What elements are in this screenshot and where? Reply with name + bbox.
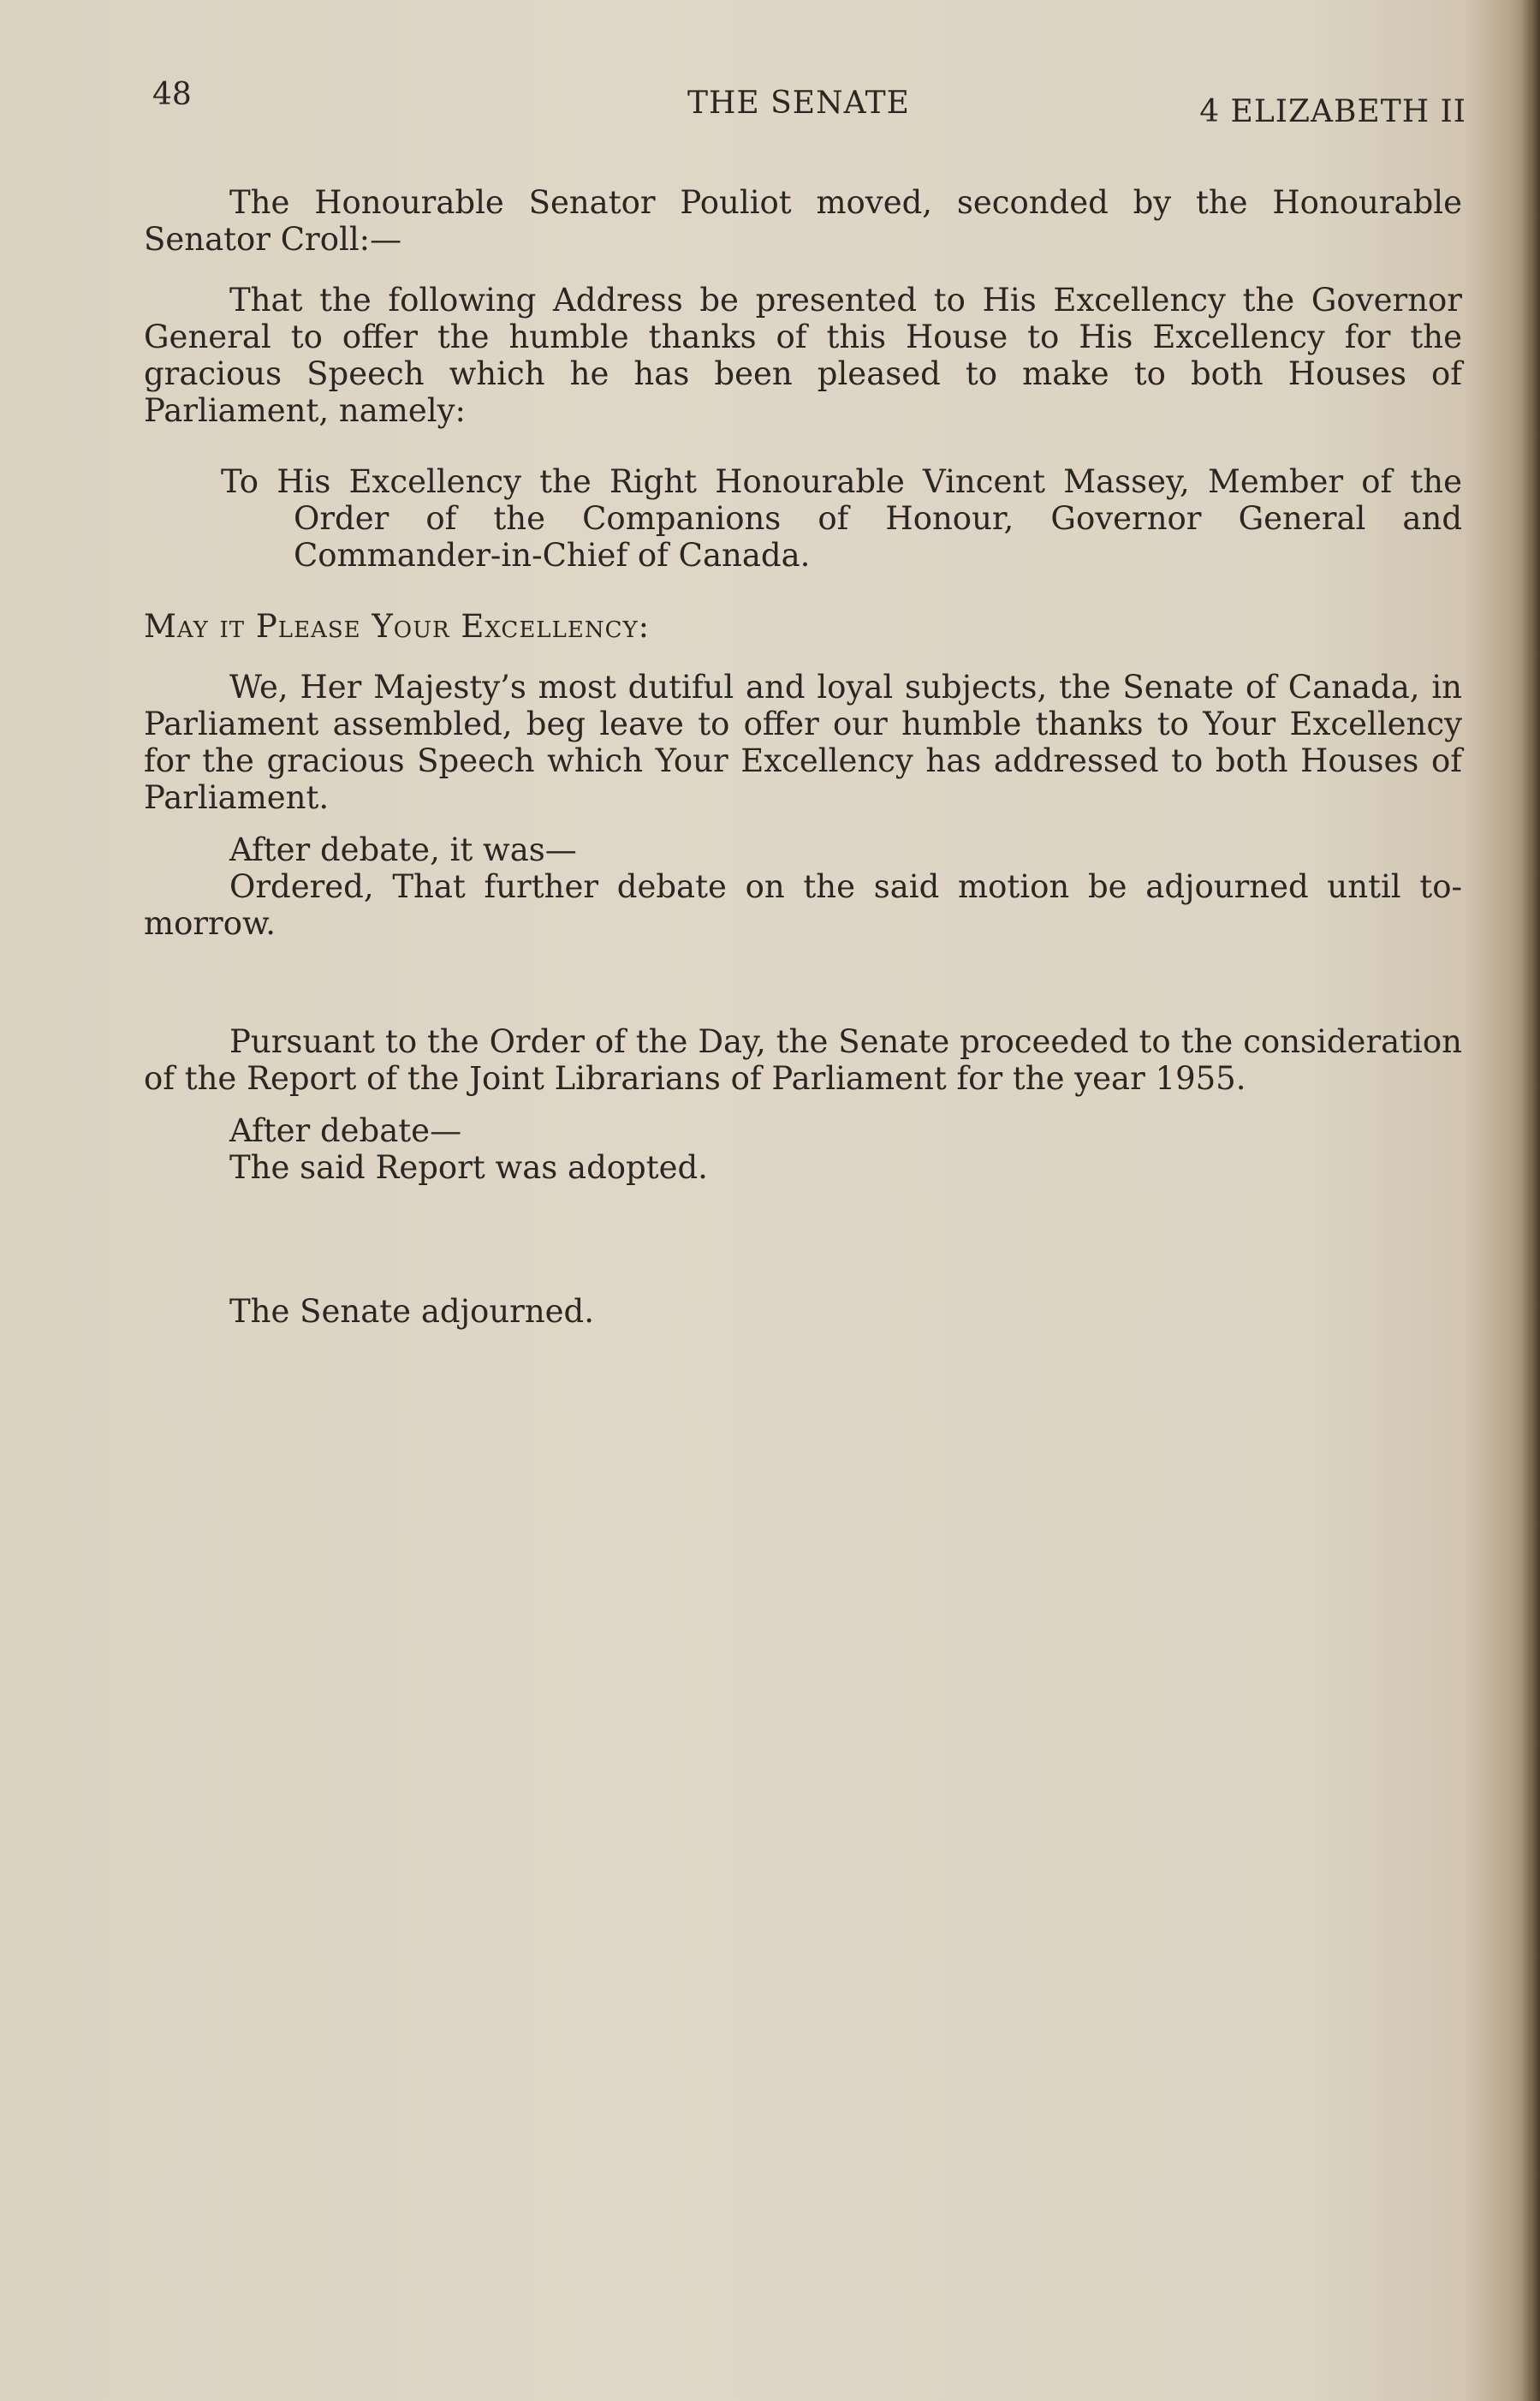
address-intro-paragraph: That the following Address be presented to His Excellency the Governor General to offer the humble thanks of this House to His Excellency for the gracious Speech which he has been pleased to make to both Houses of Parliament, namely:: [144, 282, 1462, 429]
after-debate-line: After debate, it was—: [229, 831, 577, 868]
order-of-day-paragraph: Pursuant to the Order of the Day, the Senate proceeded to the consideration of the Report of the Joint Librarians of Parliament for the year 1955.: [144, 1023, 1462, 1097]
ordered-paragraph: Ordered, That further debate on the said motion be adjourned until to-morrow.: [144, 868, 1462, 942]
report-adopted-line: The said Report was adopted.: [229, 1149, 708, 1186]
salutation: May it Please Your Excellency:: [144, 608, 651, 645]
address-body-paragraph: We, Her Majesty’s most dutiful and loyal subjects, the Senate of Canada, in Parliament assembled, beg leave to offer our humble thanks to Your Excellency for the gracious Speech which Your Excellency has addressed to both Houses of Parliament.: [144, 669, 1462, 816]
page-number: 48: [152, 77, 192, 112]
running-title: THE SENATE: [687, 86, 910, 121]
address-recipient: To His Excellency the Right Honourable Vincent Massey, Member of the Order of the Companions of Honour, Governor General and Commander-in-Chief of Canada.: [221, 463, 1462, 574]
after-debate-line-2: After debate—: [229, 1112, 462, 1149]
adjourned-line: The Senate adjourned.: [229, 1293, 595, 1330]
page-edge-shadow: [1521, 0, 1540, 2401]
page-header: [152, 77, 1466, 128]
page-body: [144, 184, 1462, 1330]
motion-paragraph: The Honourable Senator Pouliot moved, seconded by the Honourable Senator Croll:—: [144, 184, 1462, 258]
regnal-year: 4 ELIZABETH II: [1199, 94, 1466, 129]
